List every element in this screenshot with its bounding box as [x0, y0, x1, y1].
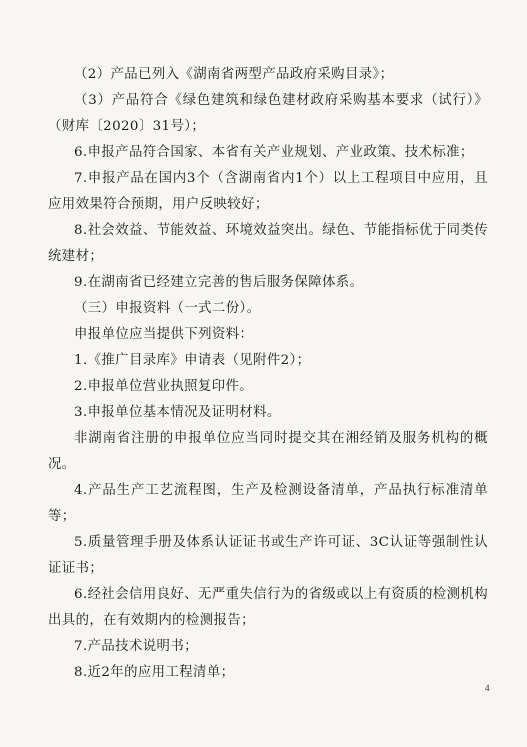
paragraph-material-5: 5.质量管理手册及体系认证证书或生产许可证、3C认证等强制性认证证书； — [48, 535, 488, 576]
paragraph-requirement-6: 6.申报产品符合国家、本省有关产业规划、产业政策、技术标准； — [74, 145, 474, 160]
paragraph-material-1: 1.《推广目录库》申请表（见附件2）； — [74, 353, 311, 368]
page-number: 4 — [485, 683, 490, 693]
paragraph-non-hunan-note: 非湖南省注册的申报单位应当同时提交其在湘经销及服务机构的概况。 — [48, 431, 488, 472]
paragraph-material-3: 3.申报单位基本情况及证明材料。 — [74, 405, 281, 420]
document-body — [48, 62, 488, 686]
paragraph-materials-intro: 申报单位应当提供下列资料： — [74, 327, 254, 342]
paragraph-material-2: 2.申报单位营业执照复印件。 — [74, 379, 254, 394]
paragraph-requirement-7: 7.申报产品在国内3个（含湖南省内1个）以上工程项目中应用，且应用效果符合预期，用户反映较好； — [48, 171, 488, 212]
section-heading-application-materials: （三）申报资料（一式二份）。 — [74, 301, 261, 316]
paragraph-material-7: 7.产品技术说明书； — [74, 639, 198, 654]
paragraph-material-6: 6.经社会信用良好、无严重失信行为的省级或以上有资质的检测机构出具的，在有效期内的检测报告； — [48, 587, 488, 628]
paragraph-requirement-8: 8.社会效益、节能效益、环境效益突出。绿色、节能指标优于同类传统建材； — [48, 223, 488, 264]
paragraph-requirement-9: 9.在湖南省已经建立完善的售后服务保障体系。 — [74, 275, 364, 290]
paragraph-material-8: 8.近2年的应用工程清单； — [74, 665, 235, 680]
paragraph-item-3-green-standard: （3）产品符合《绿色建筑和绿色建材政府采购基本要求（试行）》（财库〔2020〕31号）； — [48, 93, 488, 134]
paragraph-item-2-listed: （2）产品已列入《湖南省两型产品政府采购目录》； — [74, 67, 394, 82]
paragraph-material-4: 4.产品生产工艺流程图，生产及检测设备清单，产品执行标准清单等； — [48, 483, 488, 524]
